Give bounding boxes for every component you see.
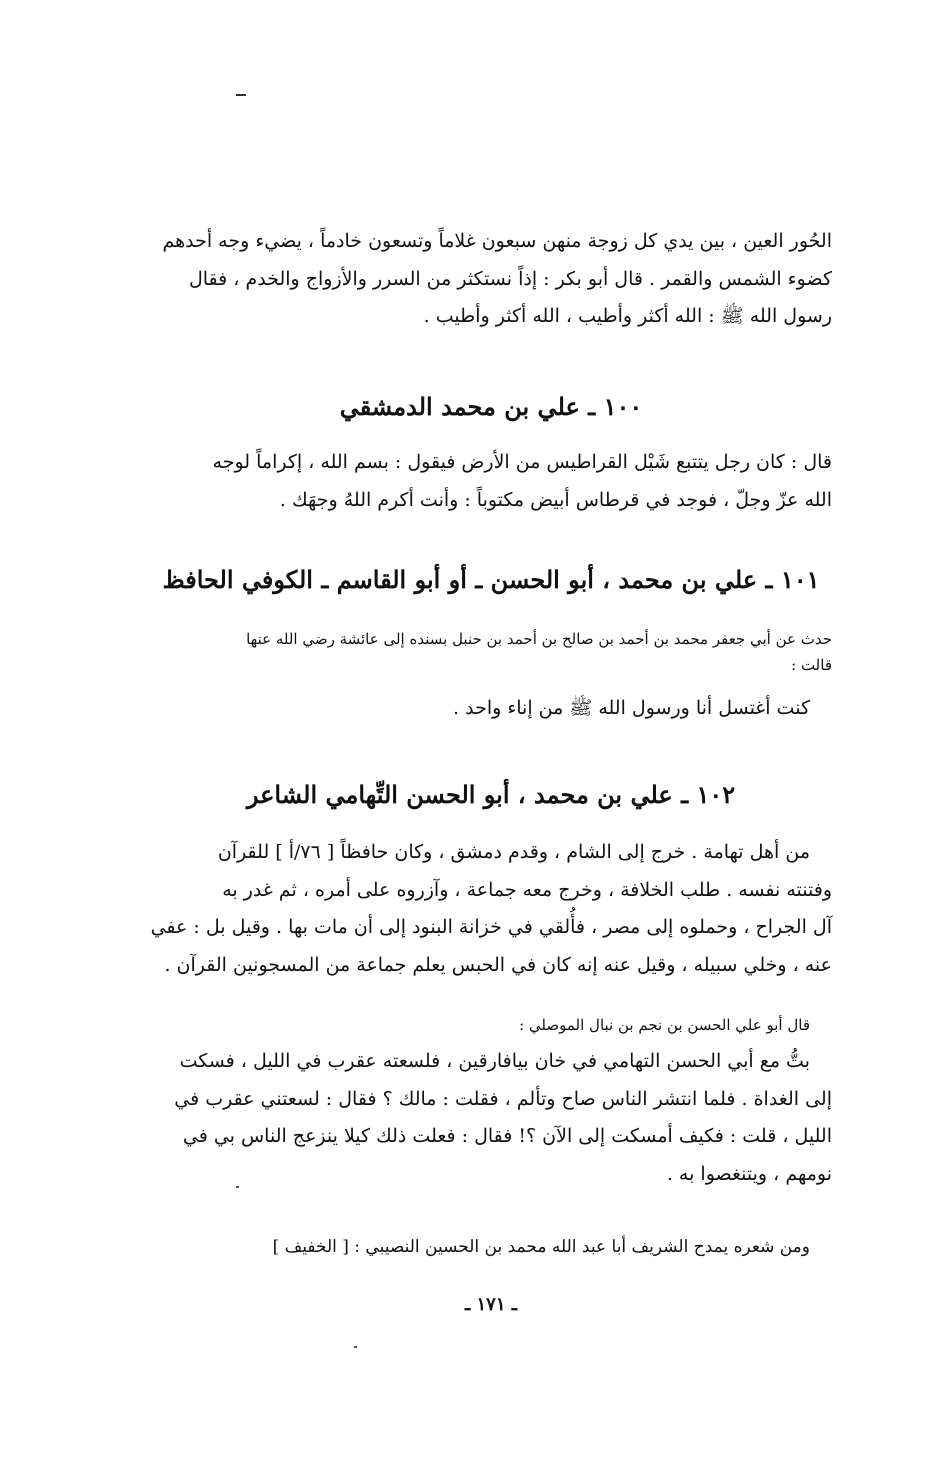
text-line: الحُور العين ، بين يدي كل زوجة منهن سبعون غلاماً وتسعون خادماً ، يضيء وجه أحدهم	[162, 230, 832, 252]
entry-101-quote	[150, 690, 832, 728]
top-mark	[236, 94, 246, 96]
entry-102-heading: ١٠٢ ـ علي بن محمد ، أبو الحسن التِّهامي الشاعر	[246, 780, 736, 809]
print-speck	[354, 1346, 357, 1348]
text-line: ومن شعره يمدح الشريف أبا عبد الله محمد بن الحسين النصيبي : [ الخفيف ]	[272, 1237, 810, 1257]
text-line: حدث عن أبي جعفر محمد بن أحمد بن صالح بن أحمد بن حنبل بسنده إلى عائشة رضي الله عنها	[246, 630, 832, 648]
text-line: بتُّ مع أبي الحسن التهامي في خان بيافارقين ، فلسعته عقرب في الليل ، فسكت	[179, 1050, 810, 1072]
text-line: نومهم ، ويتنغصوا به .	[666, 1162, 832, 1185]
entry-100-heading: ١٠٠ ـ علي بن محمد الدمشقي	[339, 392, 643, 421]
intro-paragraph	[150, 223, 832, 336]
entry-101-heading: ١٠١ ـ علي بن محمد ، أبو الحسن ـ أو أبو القاسم ـ الكوفي الحافظ	[162, 565, 820, 594]
entry-100-paragraph	[150, 444, 832, 519]
text-line: من أهل تهامة . خرج إلى الشام ، وقدم دمشق ، وكان حافظاً [ ٧٦/أ ] للقرآن	[217, 841, 810, 863]
print-speck	[236, 1186, 239, 1188]
text-line: الليل ، قلت : فكيف أمسكت إلى الآن ؟! فقال : فعلت ذلك كيلا ينزعج الناس بي في	[182, 1125, 832, 1147]
entry-102-poem-intro	[150, 1234, 832, 1260]
text-line: قال : كان رجل يتتبع شَيْل القراطيس من الأرض فيقول : بسم الله ، إكراماً لوجه	[212, 451, 832, 473]
text-line: الله عزّ وجلّ ، فوجد في قرطاس أبيض مكتوباً : وأنت أكرم اللهُ وجهَك .	[279, 488, 832, 511]
text-line: كضوء الشمس والقمر . قال أبو بكر : إذاً نستكثر من السرر والأزواج والخدم ، فقال	[188, 267, 832, 290]
text-line: قال أبو علي الحسن بن نجم بن نبال الموصلي :	[519, 1016, 810, 1034]
text-line: رسول الله ﷺ : الله أكثر وأطيب ، الله أكثر وأطيب .	[423, 305, 832, 327]
entry-102-paragraph	[150, 834, 832, 984]
text-line: عنه ، وخلي سبيله ، وقيل عنه إنه كان في الحبس يعلم جماعة من المسجونين القرآن .	[164, 953, 832, 976]
text-line: وفتنته نفسه . طلب الخلافة ، وخرج معه جماعة ، وآزروه على أمره ، ثم غدر به	[222, 878, 832, 901]
text-line: إلى الغداة . فلما انتشر الناس صاح وتألم ، فقلت : مالك ؟ فقال : لسعتني عقرب في	[174, 1087, 832, 1110]
entry-102-story	[150, 1043, 832, 1193]
text-line: كنت أغتسل أنا ورسول الله ﷺ من إناء واحد .	[453, 697, 810, 719]
entry-101-isnad	[150, 626, 832, 678]
text-line: آل الجراح ، وحملوه إلى مصر ، فأُلقي في خزانة البنود إلى أن مات بها . وقيل بل : عفي	[150, 916, 832, 938]
text-line: قالت :	[791, 656, 832, 674]
entry-102-narrator	[150, 1012, 832, 1038]
page-number: ـ ١٧١ ـ	[464, 1294, 518, 1315]
